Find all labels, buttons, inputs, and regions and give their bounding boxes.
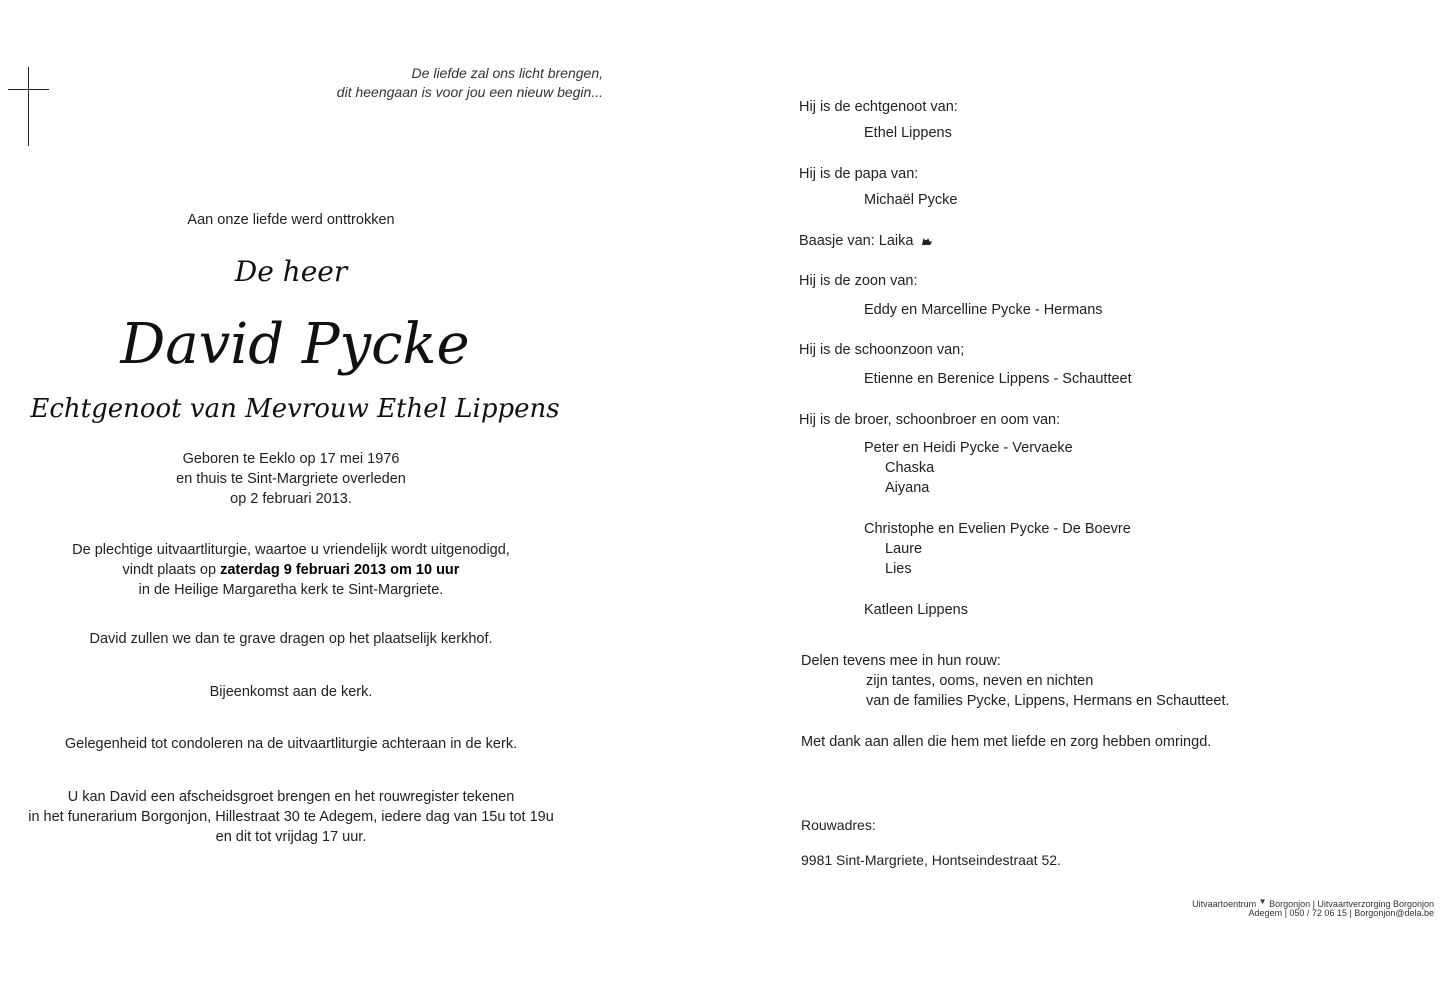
funeral-line-3: in de Heilige Margaretha kerk te Sint-Margriete.	[138, 582, 444, 598]
opening-quote	[300, 64, 603, 102]
pet-text: Baasje van: Laika	[799, 233, 914, 249]
child-name: Michaël Pycke	[864, 192, 958, 208]
funeral-info	[10, 540, 572, 600]
visit-info	[10, 787, 572, 847]
funeral-date-time: zaterdag 9 februari 2013 om 10 uur	[220, 562, 460, 578]
share-line-1: zijn tantes, ooms, neven en nichten	[866, 673, 1094, 689]
son-heading: Hij is de zoon van:	[799, 273, 918, 289]
intro-text: Aan onze liefde werd onttrokken	[187, 212, 395, 228]
thanks-text: Met dank aan allen die hem met liefde en zorg hebben omringd.	[801, 734, 1212, 750]
footer-brand: Uitvaartoentrum	[1192, 899, 1257, 909]
family-2-child-2: Lies	[885, 561, 912, 577]
visit-line-1: U kan David een afscheidsgroet brengen en het rouwregister tekenen	[67, 789, 515, 805]
footer-line-2: Adegem | 050 / 72 06 15 | Borgonjon@dela.be	[1248, 908, 1434, 918]
siblings-heading: Hij is de broer, schoonbroer en oom van:	[799, 412, 1061, 428]
footer-brand-mark: ▼	[1258, 897, 1267, 906]
gathering-info: Bijeenkomst aan de kerk.	[209, 684, 373, 700]
spouse-line: Echtgenoot van Mevrouw Ethel Lippens	[30, 394, 560, 424]
cross-icon	[28, 67, 29, 146]
burial-info: David zullen we dan te grave dragen op het plaatselijk kerkhof.	[89, 631, 493, 647]
father-heading: Hij is de papa van:	[799, 166, 919, 182]
birth-line-2: en thuis te Sint-Margriete overleden	[176, 471, 406, 487]
inlaws-names: Etienne en Berenice Lippens - Schautteet	[864, 371, 1132, 387]
quote-line-2: dit heengaan is voor jou een nieuw begin...	[336, 84, 603, 100]
funeral-line-2-pre: vindt plaats op	[122, 562, 221, 578]
funeral-line-2	[10, 560, 572, 580]
visit-line-3: en dit tot vrijdag 17 uur.	[215, 829, 367, 845]
family-1-child-1: Chaska	[885, 460, 935, 476]
cross-icon-bar	[8, 89, 49, 90]
parents-names: Eddy en Marcelline Pycke - Hermans	[864, 302, 1103, 318]
visit-line-2: in het funerarium Borgonjon, Hillestraat 30 te Adegem, iedere dag van 15u tot 19u	[28, 809, 554, 825]
funeral-line-1: De plechtige uitvaartliturgie, waartoe u vriendelijk wordt uitgenodigd,	[72, 542, 510, 558]
quote-line-1: De liefde zal ons licht brengen,	[411, 65, 603, 81]
spouse-name: Ethel Lippens	[864, 125, 952, 141]
cat-icon	[921, 236, 933, 246]
family-1-child-2: Aiyana	[885, 480, 930, 496]
address: 9981 Sint-Margriete, Hontseindestraat 52.	[801, 852, 1061, 868]
address-heading: Rouwadres:	[801, 817, 876, 833]
birth-line-3: op 2 februari 2013.	[230, 491, 352, 507]
family-2: Christophe en Evelien Pycke - De Boevre	[864, 521, 1131, 537]
condolence-info: Gelegenheid tot condoleren na de uitvaartliturgie achteraan in de kerk.	[64, 736, 518, 752]
pet-line	[799, 231, 933, 251]
family-2-child-1: Laure	[885, 541, 923, 557]
footer-company: Borgonjon | Uitvaartverzorging Borgonjon	[1269, 899, 1434, 909]
soninlaw-heading: Hij is de schoonzoon van;	[799, 342, 965, 358]
birth-death-info	[10, 449, 572, 509]
share-line-2: van de families Pycke, Lippens, Hermans en Schautteet.	[866, 693, 1230, 709]
honorific: De heer	[234, 255, 348, 288]
family-1: Peter en Heidi Pycke - Vervaeke	[864, 440, 1073, 456]
deceased-name: David Pycke	[120, 312, 470, 377]
share-heading: Delen tevens mee in hun rouw:	[801, 653, 1001, 669]
spouse-heading: Hij is de echtgenoot van:	[799, 99, 958, 115]
family-3: Katleen Lippens	[864, 602, 968, 618]
birth-line-1: Geboren te Eeklo op 17 mei 1976	[182, 451, 400, 467]
